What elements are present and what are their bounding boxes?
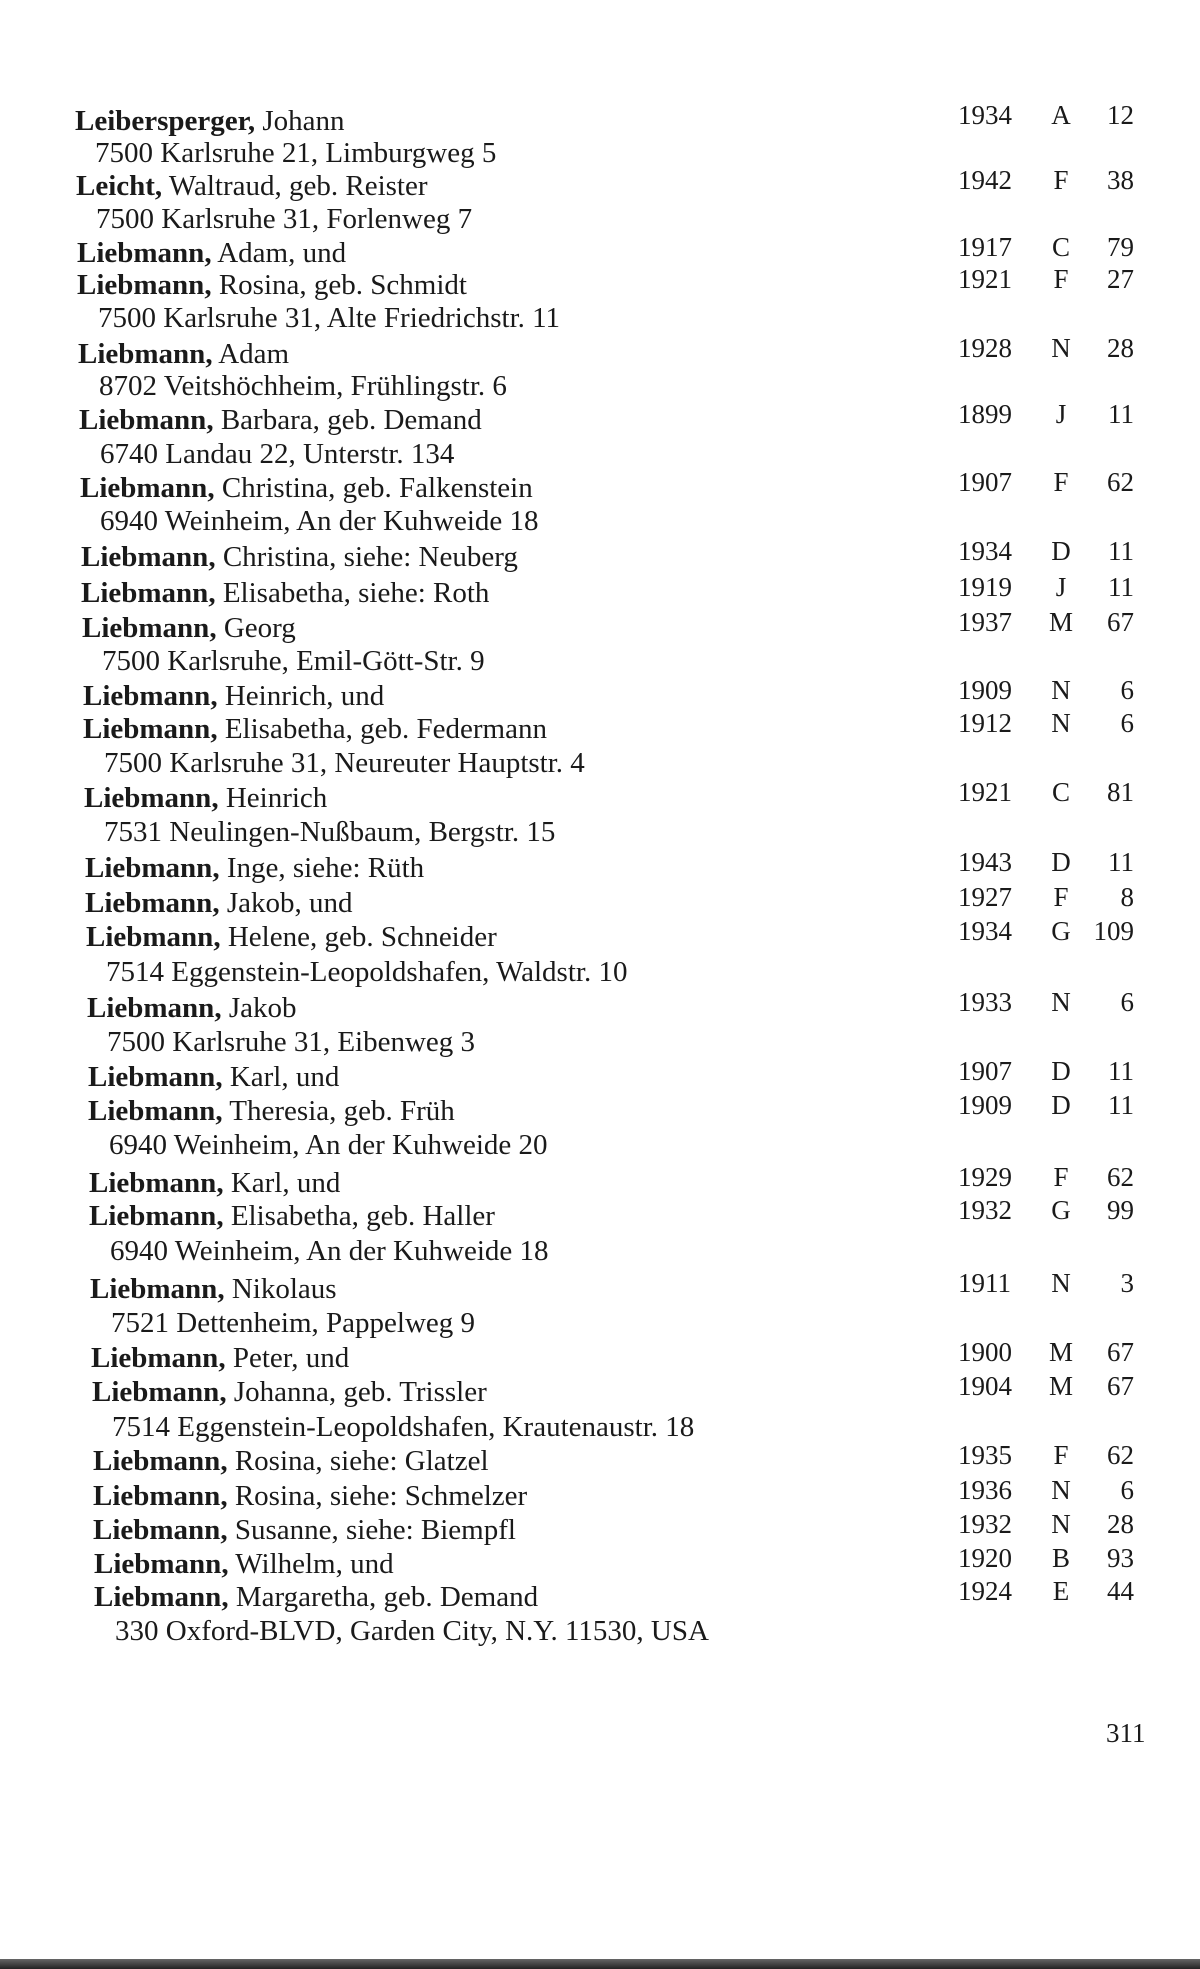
name-entry — [83, 712, 547, 746]
given-name-details: Karl, und — [223, 1167, 341, 1199]
reference-number: 27 — [1107, 264, 1134, 294]
reference-number: 28 — [1107, 1509, 1134, 1539]
reference-number: 81 — [1107, 777, 1134, 807]
group-letter: N — [1051, 1509, 1071, 1539]
reference-number: 67 — [1107, 607, 1134, 637]
surname: Liebmann, — [88, 1061, 223, 1093]
address-line: 330 Oxford-BLVD, Garden City, N.Y. 11530, USA — [115, 1615, 709, 1647]
group-letter: C — [1051, 777, 1070, 807]
reference-number: 44 — [1107, 1576, 1134, 1606]
group-letter: F — [1053, 1440, 1069, 1470]
surname: Liebmann, — [88, 1095, 223, 1127]
reference-number: 93 — [1107, 1543, 1134, 1573]
given-name-details: Johann — [255, 105, 345, 137]
address-line: 7531 Neulingen-Nußbaum, Bergstr. 15 — [104, 816, 556, 848]
surname: Liebmann, — [93, 1514, 228, 1546]
given-name-details: Johanna, geb. Trissler — [226, 1376, 487, 1408]
birth-year: 1934 — [958, 100, 1012, 130]
given-name-details: Adam, und — [211, 237, 347, 269]
reference-number: 62 — [1107, 1162, 1134, 1192]
address-line: 6740 Landau 22, Unterstr. 134 — [100, 438, 455, 470]
reference-number: 6 — [1120, 1475, 1134, 1505]
group-letter: F — [1053, 264, 1069, 294]
birth-year: 1932 — [958, 1509, 1012, 1539]
group-letter: G — [1051, 1195, 1071, 1225]
birth-year: 1920 — [958, 1543, 1012, 1573]
reference-number: 12 — [1107, 100, 1134, 130]
surname: Liebmann, — [83, 680, 218, 712]
given-name-details: Heinrich — [218, 782, 328, 814]
birth-year: 1936 — [958, 1475, 1012, 1505]
name-entry — [94, 1547, 394, 1581]
reference-number: 8 — [1120, 882, 1134, 912]
reference-number: 11 — [1108, 1090, 1134, 1120]
reference-number: 79 — [1107, 232, 1134, 262]
surname: Liebmann, — [78, 338, 213, 370]
birth-year: 1907 — [958, 467, 1012, 497]
name-entry — [89, 1166, 340, 1200]
birth-year: 1928 — [958, 333, 1012, 363]
birth-year: 1937 — [958, 607, 1012, 637]
reference-number: 11 — [1108, 572, 1134, 602]
given-name-details: Theresia, geb. Früh — [222, 1095, 455, 1127]
group-letter: B — [1051, 1543, 1070, 1573]
given-name-details: Georg — [216, 612, 296, 644]
name-entry — [75, 104, 345, 138]
surname: Liebmann, — [80, 472, 215, 504]
birth-year: 1933 — [958, 987, 1012, 1017]
surname: Liebmann, — [82, 612, 217, 644]
address-line: 6940 Weinheim, An der Kuhweide 18 — [110, 1235, 549, 1267]
surname: Liebmann, — [87, 992, 222, 1024]
given-name-details: Helene, geb. Schneider — [220, 921, 497, 953]
surname: Liebmann, — [90, 1273, 225, 1305]
reference-number: 28 — [1107, 333, 1134, 363]
reference-number: 67 — [1107, 1371, 1134, 1401]
given-name-details: Wilhelm, und — [228, 1548, 394, 1580]
reference-number: 109 — [1093, 916, 1134, 946]
birth-year: 1904 — [958, 1371, 1012, 1401]
name-entry — [77, 268, 467, 302]
reference-number: 3 — [1120, 1268, 1134, 1298]
surname: Liebmann, — [89, 1167, 224, 1199]
group-letter: G — [1051, 916, 1071, 946]
group-letter: D — [1051, 1056, 1071, 1086]
given-name-details: Elisabetha, geb. Haller — [223, 1200, 495, 1232]
given-name-details: Jakob, und — [219, 887, 353, 919]
surname: Liebmann, — [83, 713, 218, 745]
given-name-details: Waltraud, geb. Reister — [162, 170, 428, 202]
name-entry — [82, 611, 296, 645]
group-letter: M — [1048, 1337, 1073, 1367]
surname: Liebmann, — [81, 541, 216, 573]
birth-year: 1919 — [958, 572, 1012, 602]
birth-year: 1932 — [958, 1195, 1012, 1225]
surname: Liebmann, — [81, 577, 216, 609]
given-name-details: Adam — [212, 338, 290, 370]
birth-year: 1917 — [958, 232, 1012, 262]
address-line: 6940 Weinheim, An der Kuhweide 18 — [100, 505, 539, 537]
birth-year: 1921 — [958, 264, 1012, 294]
birth-year: 1934 — [958, 536, 1012, 566]
birth-year: 1907 — [958, 1056, 1012, 1086]
surname: Liebmann, — [85, 852, 220, 884]
reference-number: 62 — [1107, 467, 1134, 497]
birth-year: 1929 — [958, 1162, 1012, 1192]
name-entry — [93, 1444, 489, 1478]
page-number: 311 — [1106, 1718, 1146, 1748]
given-name-details: Rosina, siehe: Glatzel — [227, 1445, 489, 1477]
birth-year: 1943 — [958, 847, 1012, 877]
group-letter: J — [1055, 572, 1067, 602]
surname: Liebmann, — [91, 1342, 226, 1374]
name-entry — [77, 236, 346, 270]
name-entry — [80, 471, 533, 505]
group-letter: E — [1052, 1576, 1070, 1606]
group-letter: N — [1051, 708, 1071, 738]
surname: Liebmann, — [79, 404, 214, 436]
name-entry — [93, 1513, 516, 1547]
group-letter: N — [1051, 333, 1071, 363]
name-entry — [76, 169, 428, 203]
address-line: 8702 Veitshöchheim, Frühlingstr. 6 — [99, 370, 507, 402]
group-letter: N — [1051, 1475, 1071, 1505]
group-letter: F — [1053, 882, 1069, 912]
given-name-details: Susanne, siehe: Biempfl — [227, 1514, 516, 1546]
address-line: 7521 Dettenheim, Pappelweg 9 — [111, 1307, 476, 1339]
name-entry — [86, 920, 497, 954]
name-entry — [91, 1341, 349, 1375]
scan-edge — [0, 1959, 1200, 1969]
birth-year: 1909 — [958, 1090, 1012, 1120]
group-letter: N — [1051, 987, 1071, 1017]
birth-year: 1935 — [958, 1440, 1012, 1470]
reference-number: 11 — [1108, 536, 1134, 566]
birth-year: 1900 — [958, 1337, 1012, 1367]
name-entry — [85, 851, 424, 885]
address-line: 7500 Karlsruhe 31, Eibenweg 3 — [107, 1026, 476, 1058]
group-letter: N — [1051, 675, 1071, 705]
name-entry — [87, 991, 297, 1025]
given-name-details: Rosina, geb. Schmidt — [211, 269, 467, 301]
given-name-details: Nikolaus — [224, 1273, 337, 1305]
surname: Liebmann, — [94, 1548, 229, 1580]
group-letter: C — [1051, 232, 1070, 262]
given-name-details: Jakob — [221, 992, 297, 1024]
group-letter: D — [1051, 536, 1071, 566]
given-name-details: Elisabetha, siehe: Roth — [215, 577, 490, 609]
birth-year: 1924 — [958, 1576, 1012, 1606]
given-name-details: Peter, und — [225, 1342, 350, 1374]
reference-number: 62 — [1107, 1440, 1134, 1470]
birth-year: 1934 — [958, 916, 1012, 946]
birth-year: 1909 — [958, 675, 1012, 705]
given-name-details: Karl, und — [222, 1061, 340, 1093]
name-entry — [85, 886, 353, 920]
birth-year: 1942 — [958, 165, 1012, 195]
name-entry — [88, 1060, 339, 1094]
surname: Liebmann, — [93, 1480, 228, 1512]
birth-year: 1921 — [958, 777, 1012, 807]
name-entry — [92, 1375, 487, 1409]
reference-number: 11 — [1108, 1056, 1134, 1086]
given-name-details: Margaretha, geb. Demand — [228, 1581, 539, 1613]
reference-number: 38 — [1107, 165, 1134, 195]
surname: Liebmann, — [85, 887, 220, 919]
name-entry — [78, 337, 289, 371]
surname: Liebmann, — [77, 269, 212, 301]
reference-number: 6 — [1120, 675, 1134, 705]
group-letter: N — [1051, 1268, 1071, 1298]
group-letter: M — [1048, 607, 1073, 637]
name-entry — [94, 1580, 538, 1614]
birth-year: 1911 — [958, 1268, 1011, 1298]
surname: Leibersperger, — [75, 105, 256, 137]
address-line: 7514 Eggenstein-Leopoldshafen, Krautenaustr. 18 — [112, 1411, 695, 1443]
name-entry — [81, 576, 489, 610]
name-entry — [88, 1094, 455, 1128]
reference-number: 11 — [1108, 399, 1134, 429]
group-letter: A — [1051, 100, 1071, 130]
birth-year: 1927 — [958, 882, 1012, 912]
given-name-details: Heinrich, und — [217, 680, 385, 712]
name-entry — [79, 403, 482, 437]
given-name-details: Barbara, geb. Demand — [213, 404, 482, 436]
surname: Liebmann, — [94, 1581, 229, 1613]
surname: Liebmann, — [84, 782, 219, 814]
name-entry — [84, 781, 327, 815]
name-entry — [89, 1199, 495, 1233]
surname: Liebmann, — [86, 921, 221, 953]
name-entry — [90, 1272, 337, 1306]
group-letter: D — [1051, 847, 1071, 877]
group-letter: F — [1053, 1162, 1069, 1192]
surname: Liebmann, — [89, 1200, 224, 1232]
address-line: 7500 Karlsruhe 31, Forlenweg 7 — [96, 203, 473, 235]
reference-number: 6 — [1120, 708, 1134, 738]
reference-number: 6 — [1120, 987, 1134, 1017]
surname: Leicht, — [76, 170, 163, 202]
name-entry — [93, 1479, 527, 1513]
given-name-details: Christina, siehe: Neuberg — [215, 541, 518, 573]
group-letter: F — [1053, 165, 1069, 195]
birth-year: 1899 — [958, 399, 1012, 429]
address-line: 7500 Karlsruhe 21, Limburgweg 5 — [95, 137, 497, 169]
surname: Liebmann, — [92, 1376, 227, 1408]
group-letter: F — [1053, 467, 1069, 497]
given-name-details: Inge, siehe: Rüth — [219, 852, 425, 884]
address-line: 6940 Weinheim, An der Kuhweide 20 — [109, 1129, 548, 1161]
address-line: 7500 Karlsruhe, Emil-Gött-Str. 9 — [102, 645, 485, 677]
given-name-details: Rosina, siehe: Schmelzer — [227, 1480, 528, 1512]
group-letter: J — [1055, 399, 1067, 429]
name-entry — [83, 679, 384, 713]
address-line: 7500 Karlsruhe 31, Alte Friedrichstr. 11 — [98, 302, 561, 334]
group-letter: D — [1051, 1090, 1071, 1120]
birth-year: 1912 — [958, 708, 1012, 738]
surname: Liebmann, — [77, 237, 212, 269]
reference-number: 11 — [1108, 847, 1134, 877]
address-line: 7500 Karlsruhe 31, Neureuter Hauptstr. 4 — [104, 747, 585, 779]
reference-number: 99 — [1107, 1195, 1134, 1225]
name-entry — [81, 540, 518, 574]
group-letter: M — [1048, 1371, 1073, 1401]
reference-number: 67 — [1107, 1337, 1134, 1367]
surname: Liebmann, — [93, 1445, 228, 1477]
given-name-details: Elisabetha, geb. Federmann — [217, 713, 547, 745]
address-line: 7514 Eggenstein-Leopoldshafen, Waldstr. 10 — [106, 956, 628, 988]
given-name-details: Christina, geb. Falkenstein — [214, 472, 533, 504]
